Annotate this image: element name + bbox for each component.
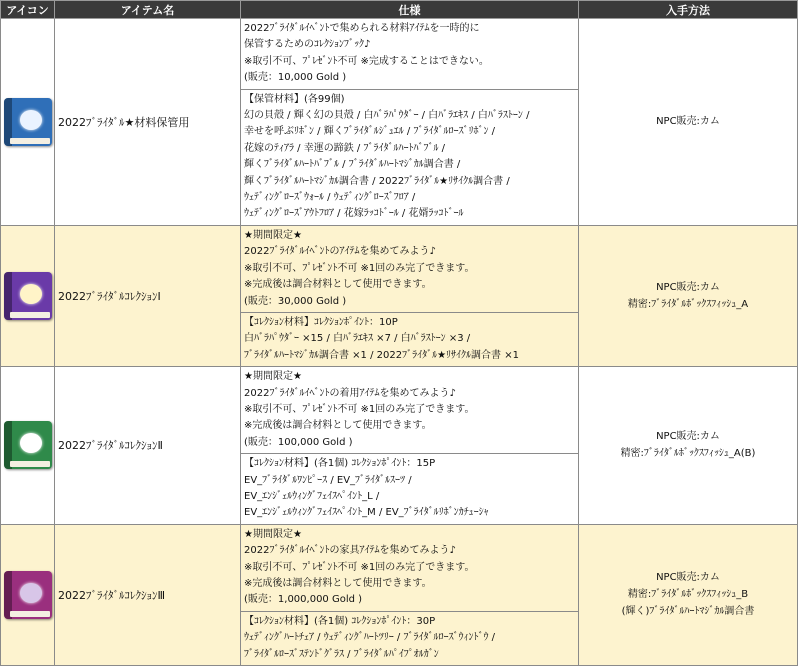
spec-line: 幸せを呼ぶﾘﾎﾞﾝ / 輝くﾌﾞﾗｲﾀﾞﾙｼﾞｭｴﾙ / ﾌﾞﾗｲﾀﾞﾙﾛｰｽﾞﾘﾎﾞﾝ /: [244, 126, 496, 138]
header-icon: アイコン: [1, 1, 55, 19]
spec-line: (販売：30,000 Gold ): [244, 295, 347, 307]
spec-line: 保管するためのｺﾚｸｼｮﾝﾌﾞｯｸ♪: [244, 39, 371, 51]
spec-line: 【ｺﾚｸｼｮﾝ材料】(各1個) ｺﾚｸｼｮﾝﾎﾟｲﾝﾄ：30P: [244, 615, 436, 627]
item-name: 2022ﾌﾞﾗｲﾀﾞﾙｺﾚｸｼｮﾝⅠ: [55, 225, 241, 366]
item-spec: [241, 524, 579, 665]
header-item-name: アイテム名: [55, 1, 241, 19]
acquisition-method: [579, 524, 798, 665]
method-line: 精密:ﾌﾞﾗｲﾀﾞﾙﾎﾞｯｸｽﾌｨｯｼｭ_A(B): [620, 448, 756, 460]
item-spec: [241, 225, 579, 366]
spec-line: ★期間限定★: [244, 528, 302, 540]
spec-line: ｳｪﾃﾞｨﾝｸﾞﾛｰｽﾞｳｫｰﾙ / ｳｪﾃﾞｨﾝｸﾞﾛｰｽﾞﾌﾛｱ /: [244, 192, 416, 204]
spec-line: 輝くﾌﾞﾗｲﾀﾞﾙﾊｰﾄﾊﾞﾌﾞﾙ / ﾌﾞﾗｲﾀﾞﾙﾊｰﾄﾏｼﾞｶﾙ調合書 /: [244, 159, 461, 171]
spec-materials: [241, 312, 578, 366]
spec-description: [241, 525, 578, 611]
table-row: [1, 19, 798, 226]
item-spec: [241, 367, 579, 525]
acquisition-method: [579, 225, 798, 366]
spec-line: 幻の貝殻 / 輝く幻の貝殻 / 白ﾊﾞﾗﾊﾟｳﾀﾞｰ / 白ﾊﾞﾗｴｷｽ / 白ﾊﾞﾗｽﾄｰﾝ /: [244, 110, 530, 122]
item-icon-cell: [1, 19, 55, 226]
spec-materials: [241, 453, 578, 524]
blue-book-shell-icon: [4, 98, 52, 146]
spec-materials: [241, 89, 578, 225]
spec-line: 2022ﾌﾞﾗｲﾀﾞﾙｲﾍﾞﾝﾄの着用ｱｲﾃﾑを集めてみよう♪: [244, 387, 456, 399]
purple-book-plate-icon: [4, 272, 52, 320]
table-row: [1, 524, 798, 665]
spec-line: ｳｪﾃﾞｨﾝｸﾞﾛｰｽﾞｱｳﾄﾌﾛｱ / 花嫁ﾗｯｺﾄﾞｰﾙ / 花婿ﾗｯｺﾄﾞｰﾙ: [244, 208, 464, 220]
item-name: 2022ﾌﾞﾗｲﾀﾞﾙｺﾚｸｼｮﾝⅢ: [55, 524, 241, 665]
item-spec: [241, 19, 579, 226]
spec-line: 2022ﾌﾞﾗｲﾀﾞﾙｲﾍﾞﾝﾄで集められる材料ｱｲﾃﾑを一時的に: [244, 23, 480, 34]
spec-materials: [241, 611, 578, 665]
method-line: NPC販売:カム: [656, 116, 720, 128]
item-icon-cell: [1, 524, 55, 665]
spec-line: ※取引不可、ﾌﾟﾚｾﾞﾝﾄ不可 ※1回のみ完了できます。: [244, 403, 475, 415]
spec-line: ﾌﾞﾗｲﾀﾞﾙﾛｰｽﾞｽﾃﾝﾄﾞｸﾞﾗｽ / ﾌﾞﾗｲﾀﾞﾙﾊﾟｲﾌﾟｵﾙｶﾞﾝ: [244, 648, 439, 660]
spec-description: [241, 367, 578, 453]
magenta-book-picture-icon: [4, 571, 52, 619]
spec-line: ★期間限定★: [244, 229, 302, 241]
spec-line: ※取引不可、ﾌﾟﾚｾﾞﾝﾄ不可 ※1回のみ完了できます。: [244, 561, 475, 573]
method-line: NPC販売:カム: [656, 431, 720, 443]
method-line: NPC販売:カム: [656, 282, 720, 293]
table-row: [1, 225, 798, 366]
spec-line: 輝くﾌﾞﾗｲﾀﾞﾙﾊｰﾄﾏｼﾞｶﾙ調合書 / 2022ﾌﾞﾗｲﾀﾞﾙ★ﾘｻｲｸﾙ調合書 /: [244, 175, 510, 187]
spec-line: ※取引不可、ﾌﾟﾚｾﾞﾝﾄ不可 ※1回のみ完了できます。: [244, 262, 475, 274]
spec-line: (販売：100,000 Gold ): [244, 436, 353, 448]
spec-description: [241, 226, 578, 312]
spec-line: ※完成後は調合材料として使用できます。: [244, 420, 432, 432]
spec-line: 白ﾊﾞﾗﾊﾟｳﾀﾞｰ ×15 / 白ﾊﾞﾗｴｷｽ ×7 / 白ﾊﾞﾗｽﾄｰﾝ ×3 /: [244, 333, 471, 345]
spec-line: ﾌﾞﾗｲﾀﾞﾙﾊｰﾄﾏｼﾞｶﾙ調合書 ×1 / 2022ﾌﾞﾗｲﾀﾞﾙ★ﾘｻｲｸﾙ調合書 ×1: [244, 349, 519, 361]
item-name: 2022ﾌﾞﾗｲﾀﾞﾙｺﾚｸｼｮﾝⅡ: [55, 367, 241, 525]
method-line: 精密:ﾌﾞﾗｲﾀﾞﾙﾎﾞｯｸｽﾌｨｯｼｭ_A: [627, 299, 749, 310]
spec-line: 【ｺﾚｸｼｮﾝ材料】ｺﾚｸｼｮﾝﾎﾟｲﾝﾄ：10P: [244, 316, 398, 328]
item-icon-cell: [1, 367, 55, 525]
header-row: [1, 1, 798, 19]
spec-line: (販売：1,000,000 Gold ): [244, 594, 363, 606]
spec-line: ｳｪﾃﾞｨﾝｸﾞﾊｰﾄﾁｪｱ / ｳｪﾃﾞｨﾝｸﾞﾊｰﾄﾂﾘｰ / ﾌﾞﾗｲﾀﾞﾙﾛｰｽﾞｳｨﾝﾄﾞｳ /: [244, 632, 496, 644]
spec-line: ※完成後は調合材料として使用できます。: [244, 279, 432, 291]
spec-line: EV_ﾌﾞﾗｲﾀﾞﾙﾜﾝﾋﾟｰｽ / EV_ﾌﾞﾗｲﾀﾞﾙｽｰﾂ /: [244, 474, 412, 486]
green-book-ribbon-icon: [4, 421, 52, 469]
spec-line: 2022ﾌﾞﾗｲﾀﾞﾙｲﾍﾞﾝﾄのｱｲﾃﾑを集めてみよう♪: [244, 246, 436, 258]
spec-line: EV_ｴﾝｼﾞｪﾙｳｨﾝｸﾞﾌｪｲｽﾍﾟｲﾝﾄ_L /: [244, 490, 380, 502]
table-row: [1, 367, 798, 525]
spec-line: ★期間限定★: [244, 371, 302, 383]
item-name: 2022ﾌﾞﾗｲﾀﾞﾙ★材料保管用: [55, 19, 241, 226]
spec-description: [241, 19, 578, 89]
acquisition-method: [579, 367, 798, 525]
spec-line: 花嫁のﾃｨｱﾗ / 幸運の蹄鉄 / ﾌﾞﾗｲﾀﾞﾙﾊｰﾄﾊﾞﾌﾞﾙ /: [244, 142, 446, 154]
spec-line: 2022ﾌﾞﾗｲﾀﾞﾙｲﾍﾞﾝﾄの家具ｱｲﾃﾑを集めてみよう♪: [244, 545, 456, 557]
acquisition-method: [579, 19, 798, 226]
method-line: 精密:ﾌﾞﾗｲﾀﾞﾙﾎﾞｯｸｽﾌｨｯｼｭ_B: [627, 589, 749, 601]
header-spec: 仕様: [241, 1, 579, 19]
spec-line: (販売：10,000 Gold ): [244, 72, 347, 84]
spec-line: EV_ｴﾝｼﾞｪﾙｳｨﾝｸﾞﾌｪｲｽﾍﾟｲﾝﾄ_M / EV_ﾌﾞﾗｲﾀﾞﾙﾘﾎﾞﾝｶﾁｭｰｼｬ: [244, 507, 489, 519]
spec-line: 【ｺﾚｸｼｮﾝ材料】(各1個) ｺﾚｸｼｮﾝﾎﾟｲﾝﾄ：15P: [244, 458, 436, 470]
item-icon-cell: [1, 225, 55, 366]
header-method: 入手方法: [579, 1, 798, 19]
spec-line: 【保管材料】(各99個): [244, 93, 345, 105]
method-line: NPC販売:カム: [656, 572, 720, 584]
spec-line: ※取引不可、ﾌﾟﾚｾﾞﾝﾄ不可 ※完成することはできない。: [244, 55, 489, 67]
method-line: (輝く)ﾌﾞﾗｲﾀﾞﾙﾊｰﾄﾏｼﾞｶﾙ調合書: [621, 606, 755, 618]
spec-line: ※完成後は調合材料として使用できます。: [244, 578, 432, 589]
